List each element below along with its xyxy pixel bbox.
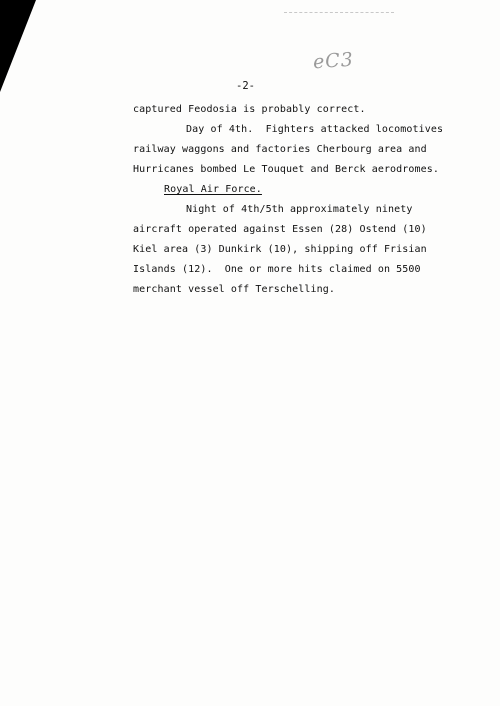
- text-line-10: merchant vessel off Terschelling.: [133, 284, 335, 295]
- text-line-4: Hurricanes bombed Le Touquet and Berck aerodromes.: [133, 164, 440, 175]
- handwritten-folio-mark: eC3: [312, 48, 355, 74]
- scan-corner-shadow: [0, 0, 40, 100]
- text-line-9: Islands (12). One or more hits claimed on 5500: [133, 264, 421, 275]
- text-line-7: aircraft operated against Essen (28) Ostend (10): [133, 224, 427, 235]
- text-line-2: Day of 4th. Fighters attacked locomotives: [186, 124, 444, 135]
- section-heading: Royal Air Force.: [164, 184, 262, 195]
- text-line-3: railway waggons and factories Cherbourg area and: [133, 144, 427, 155]
- page-number: -2-: [236, 80, 255, 92]
- text-line-8: Kiel area (3) Dunkirk (10), shipping off Frisian: [133, 244, 427, 255]
- top-edge-mark: [284, 12, 394, 13]
- text-line-6: Night of 4th/5th approximately ninety: [186, 204, 413, 215]
- text-line-1: captured Feodosia is probably correct.: [133, 104, 366, 115]
